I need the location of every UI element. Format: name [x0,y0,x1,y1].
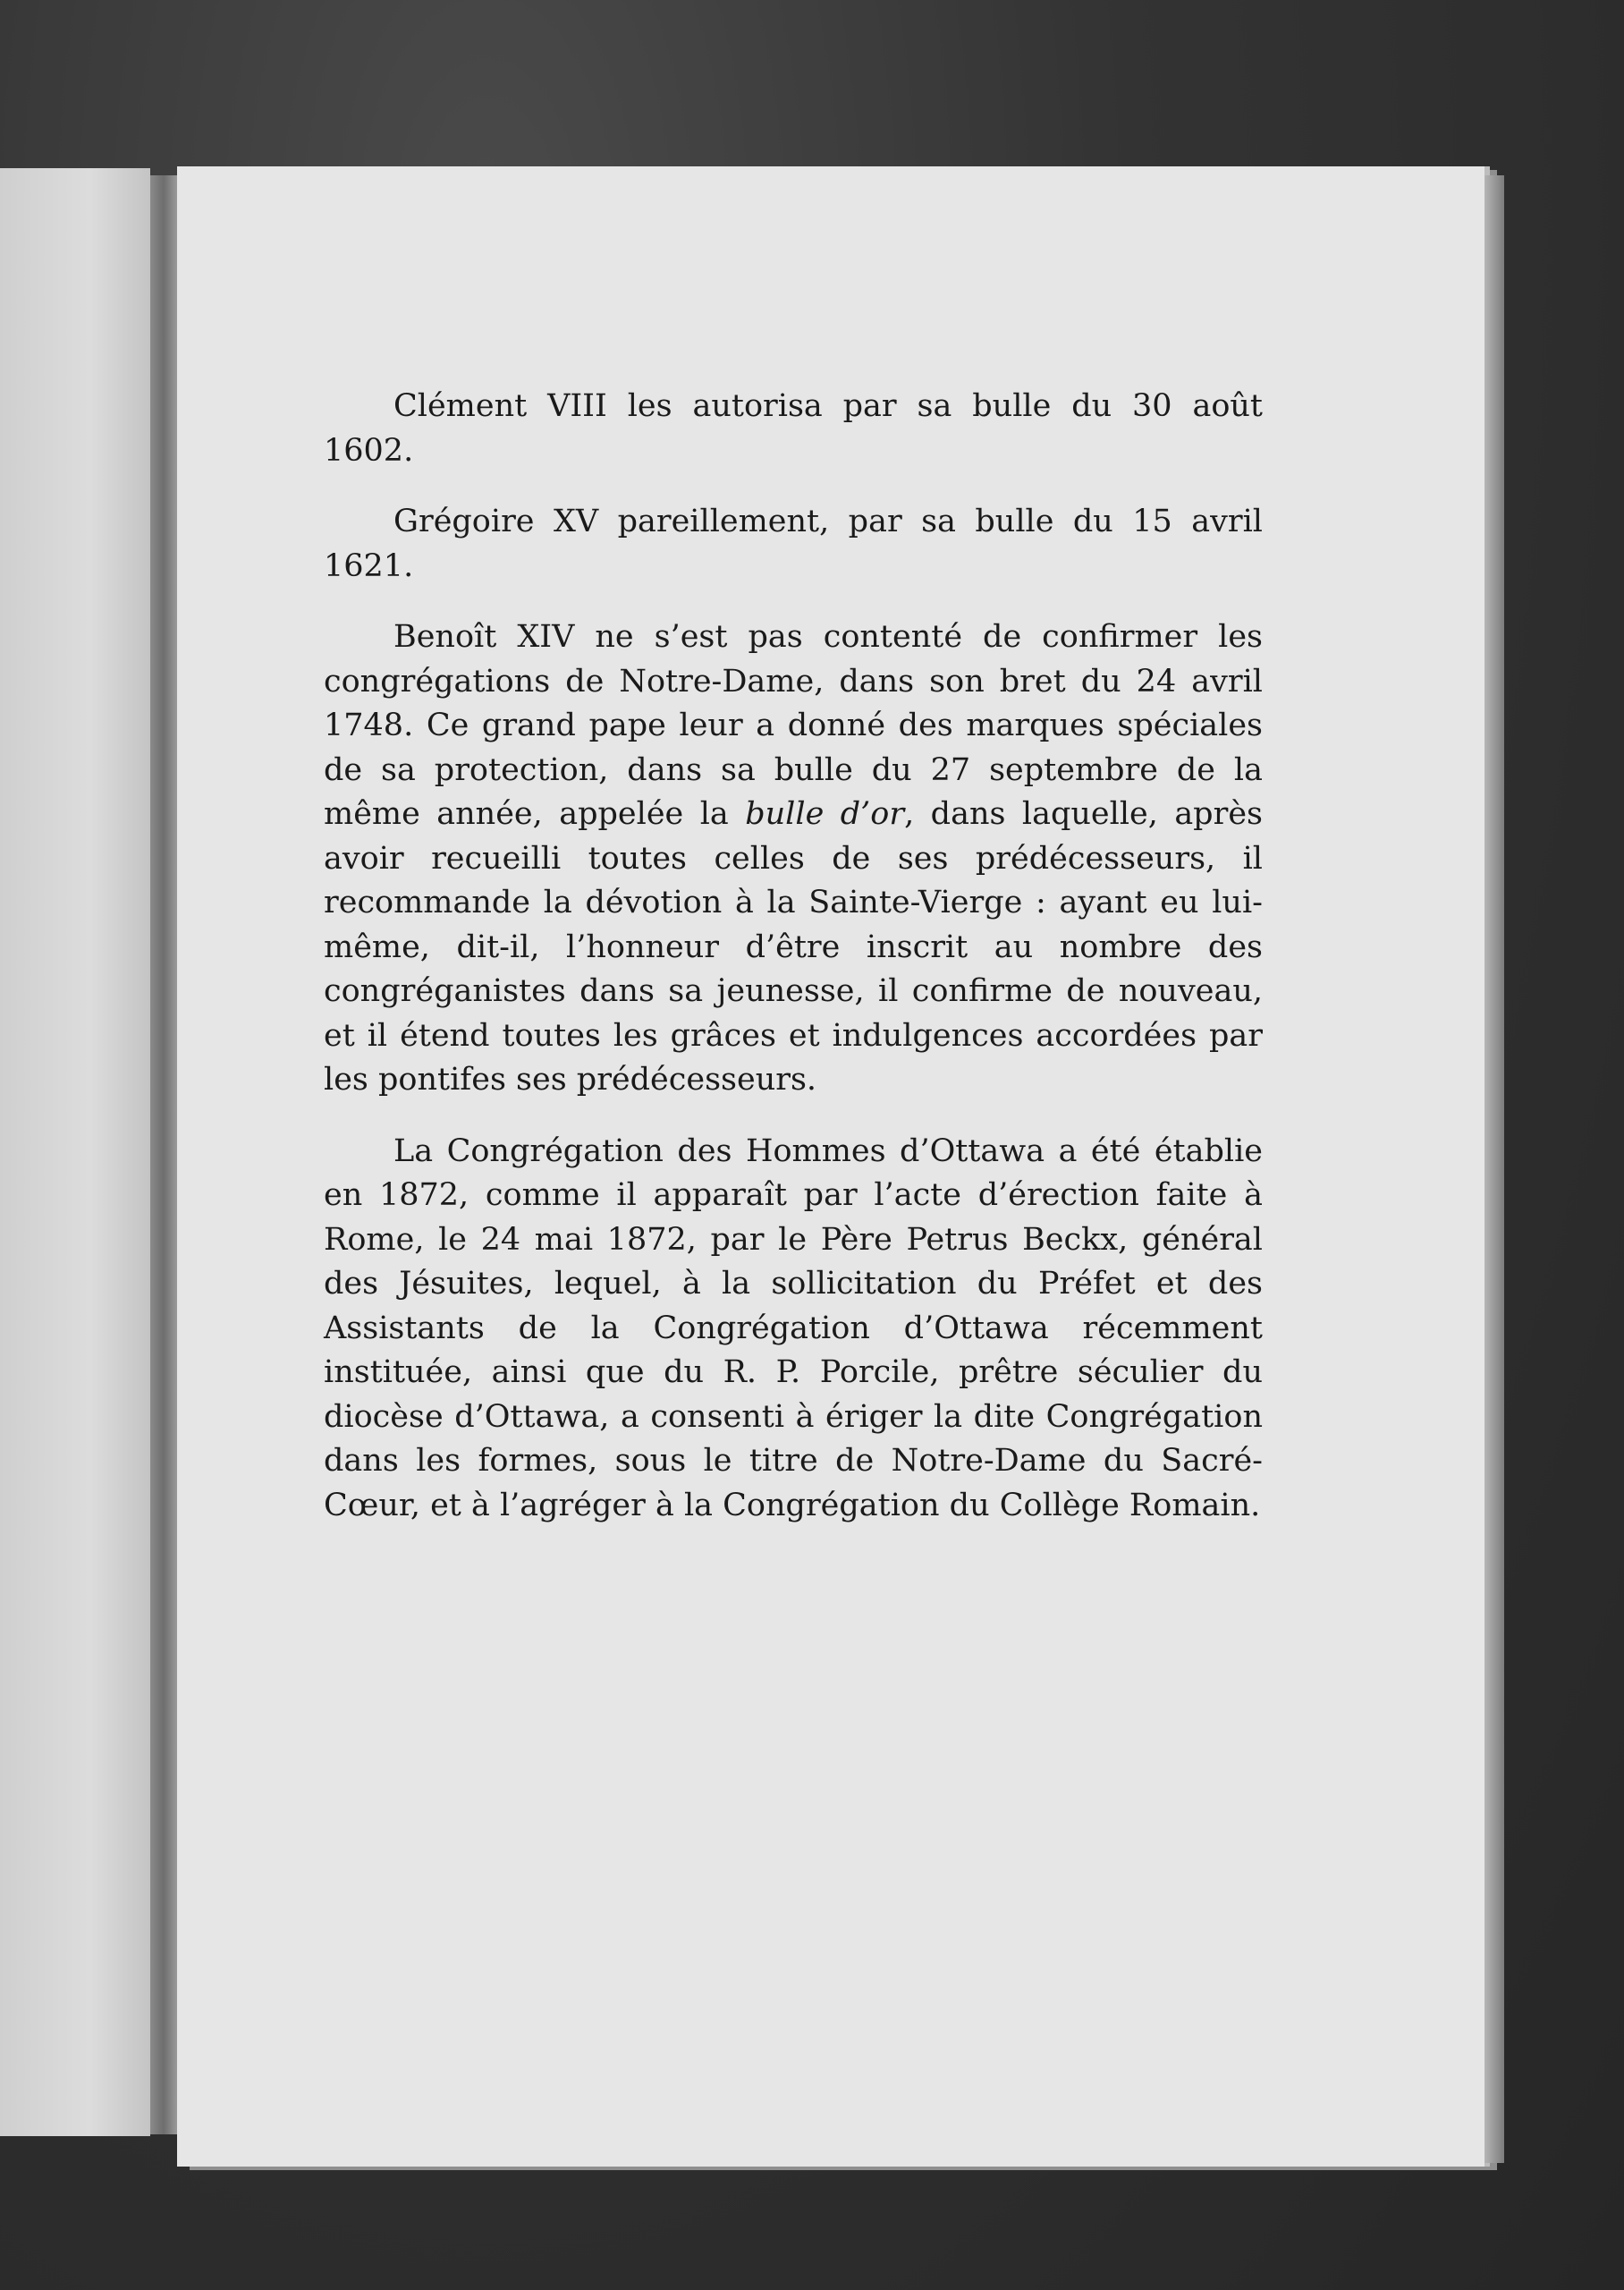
paragraph-text: La Congrégation des Hommes d’Ottawa a été établie en 1872, comme il apparaît par l’acte d’érection faite à Rome, le 24 mai 1872, par le Père Petrus Beckx, général des Jésuites, lequel, à la sollicitation du Préfet et des Assistants de la Congrégation d’Ottawa récemment instituée, ainsi que du R. P. Porcile, prêtre séculier du diocèse d’Ottawa, a consenti à ériger la dite Congrégation dans les formes, sous le titre de Notre-Dame du Sacré-Cœur, et à l’agréger à la Congrégation du Collège Romain. [324,1132,1263,1523]
paragraph-text: Grégoire XV pareillement, par sa bulle du 15 avril 1621. [324,504,1263,584]
paragraph-text: Clément VIII les autorisa par sa bulle du 30 août 1602. [324,388,1263,469]
italic-bulle-dor: bulle d’or [745,796,905,832]
left-page-edge [0,168,150,2136]
page-stack-edge [1484,175,1504,2163]
paragraph-ottawa [324,1130,1263,1529]
paragraph-text: Benoît XIV ne s’est pas contenté de confirmer les congrégations de Notre-Dame, dans son bret du 24 avril 1748. Ce grand pape leur a donné des marques spéciales de sa protection, dans sa bulle du 27 septembre de la même année, appelée la [324,619,1263,832]
paragraph-text: , dans laquelle, après avoir recueilli toutes celles de ses prédécesseurs, il recommande la dévotion à la Sainte-Vierge : ayant eu lui-même, dit-il, l’honneur d’être inscrit au nombre des congréganistes dans sa jeunesse, il confirme de nouveau, et il étend toutes les grâces et indulgences accordées par les pontifes ses prédécesseurs. [324,796,1263,1098]
paragraph-benoit [324,615,1263,1103]
book-gutter [150,175,177,2134]
page-text [324,385,1263,1555]
paragraph-gregoire [324,500,1263,589]
paragraph-clement [324,385,1263,473]
